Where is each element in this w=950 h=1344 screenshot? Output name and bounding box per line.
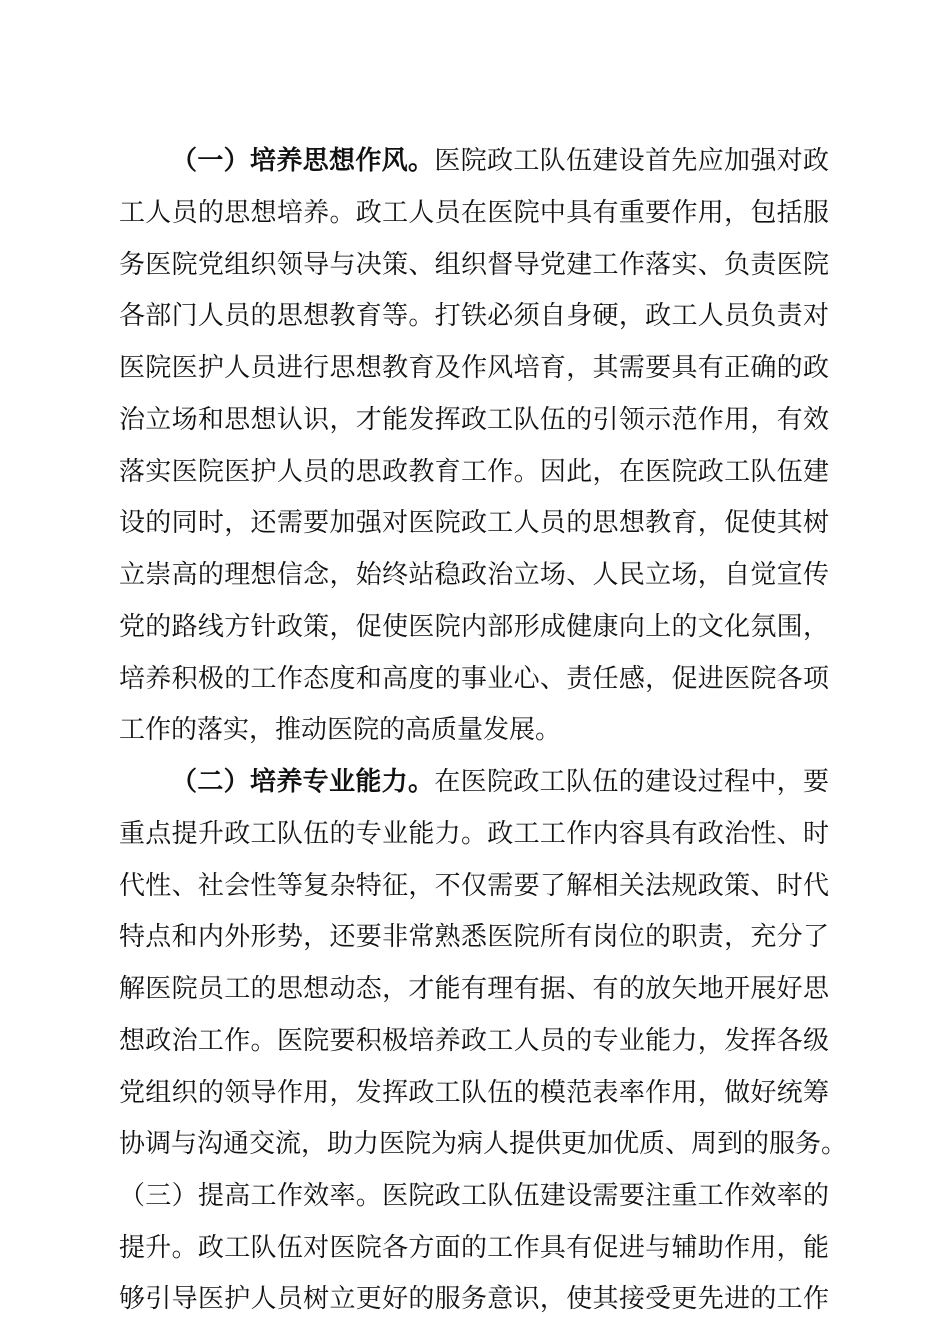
paragraph-2-line-4: 特点和内外形势，还要非常熟悉医院所有岗位的职责，充分了 — [119, 922, 829, 952]
paragraph-2-heading: （二）培养专业能力。 — [171, 767, 435, 797]
paragraph-2-line-1-text: 在医院政工队伍的建设过程中，要 — [434, 767, 829, 797]
paragraph-1-line-1-text: 医院政工队伍建设首先应加强对政 — [434, 146, 829, 176]
paragraph-2-line-2: 重点提升政工队伍的专业能力。政工工作内容具有政治性、时 — [119, 819, 829, 849]
paragraph-1-line-1 — [171, 135, 829, 187]
paragraph-2-line-8: 协调与沟通交流，助力医院为病人提供更加优质、周到的服务。 — [119, 1129, 848, 1159]
paragraph-2-line-3: 代性、社会性等复杂特征，不仅需要了解相关法规政策、时代 — [119, 871, 829, 901]
paragraph-2-line-1 — [171, 756, 829, 808]
paragraph-1-line-4: 各部门人员的思想教育等。打铁必须自身硬，政工人员负责对 — [119, 301, 829, 331]
paragraph-1-heading: （一）培养思想作风。 — [171, 146, 435, 176]
paragraph-1-line-12: 工作的落实，推动医院的高质量发展。 — [119, 715, 562, 745]
paragraph-1-line-5: 医院医护人员进行思想教育及作风培育，其需要具有正确的政 — [119, 353, 829, 383]
paragraph-3-line-3: 够引导医护人员树立更好的服务意识，使其接受更先进的工作 — [119, 1284, 829, 1314]
paragraph-1-line-10: 党的路线方针政策，促使医院内部形成健康向上的文化氛围， — [119, 612, 829, 642]
paragraph-2-line-7: 党组织的领导作用，发挥政工队伍的模范表率作用，做好统筹 — [119, 1078, 829, 1108]
paragraph-1-line-6: 治立场和思想认识，才能发挥政工队伍的引领示范作用，有效 — [119, 405, 829, 435]
paragraph-2-line-6: 想政治工作。医院要积极培养政工人员的专业能力，发挥各级 — [119, 1026, 829, 1056]
paragraph-1-line-7: 落实医院医护人员的思政教育工作。因此，在医院政工队伍建 — [119, 457, 829, 487]
paragraph-2-line-5: 解医院员工的思想动态，才能有理有据、有的放矢地开展好思 — [119, 974, 829, 1004]
paragraph-3-line-1: （三）提高工作效率。医院政工队伍建设需要注重工作效率的 — [119, 1181, 829, 1211]
paragraph-3-line-2: 提升。政工队伍对医院各方面的工作具有促进与辅助作用，能 — [119, 1233, 829, 1263]
paragraph-1-line-3: 务医院党组织领导与决策、组织督导党建工作落实、负责医院 — [119, 250, 829, 280]
paragraph-1-line-8: 设的同时，还需要加强对医院政工人员的思想教育，促使其树 — [119, 508, 829, 538]
paragraph-1-line-2: 工人员的思想培养。政工人员在医院中具有重要作用，包括服 — [119, 198, 829, 228]
paragraph-1-line-11: 培养积极的工作态度和高度的事业心、责任感，促进医院各项 — [119, 664, 829, 694]
paragraph-1-line-9: 立崇高的理想信念，始终站稳政治立场、人民立场，自觉宣传 — [119, 560, 829, 590]
